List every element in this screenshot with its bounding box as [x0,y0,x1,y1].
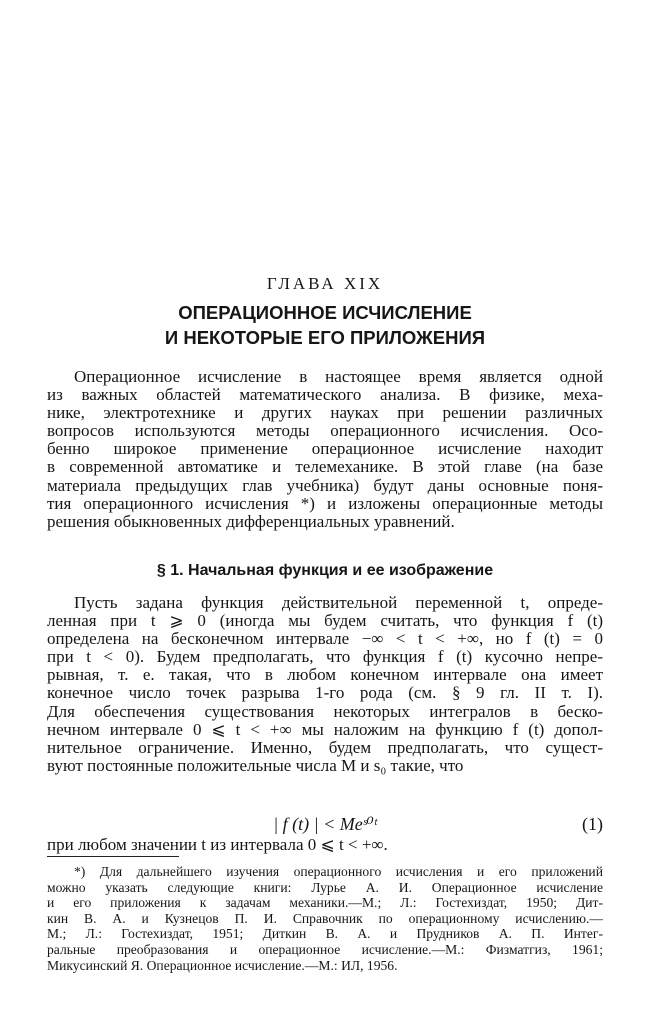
text-line: материала предыдущих глав учебника) будут даны основные поня- [47,476,603,495]
chapter-title-line: ОПЕРАЦИОННОЕ ИСЧИСЛЕНИЕ [178,302,472,323]
footnote-line: и его приложения к задачам механики.—М.; Л.: Гостехиздат, 1950; Дит- [47,895,603,911]
footnote-line: *) Для дальнейшего изучения операционного исчисления и его приложений [74,864,603,879]
text-line: Операционное исчисление в настоящее время является одной [74,368,603,386]
section-heading: § 1. Начальная функция и ее изображение [156,562,494,579]
text-line: рывная, т. е. такая, что в любом конечном интервале она имеет [47,666,603,685]
text-line: при любом значении t из интервала 0 ⩽ t < +∞. [47,836,388,854]
text-line: тия операционного исчисления *) и изложены операционные методы [47,494,603,513]
footnote-line: можно указать следующие книги: Лурье А. И. Операционное исчисление [47,879,603,895]
intro-paragraph [47,368,603,531]
text-line: вопросов используются методы операционного исчисления. Осо- [47,422,603,441]
chapter-title-line: И НЕКОТОРЫЕ ЕГО ПРИЛОЖЕНИЯ [164,327,486,348]
formula-row [47,814,603,836]
text-line: нечном интервале 0 ⩽ t < +∞ мы наложим на функцию f (t) допол- [47,720,603,739]
text-line: нике, электротехнике и других науках при решении различных [47,404,603,423]
text-line: бенно широкое применение операционное исчисление находит [47,440,603,459]
footnote-line: Микусинский Я. Операционное исчисление.—М.: ИЛ, 1956. [47,957,398,973]
body-paragraph [47,594,603,775]
text-line: Для обеспечения существования некоторых интегралов в беско- [47,702,603,721]
equation-number: (1) [582,814,603,834]
formula: | f (t) | < Meˢ⁰ᵗ [273,814,377,834]
text-line: вуют постоянные положительные числа M и s₀ такие, что [47,756,464,775]
text-line: Пусть задана функция действительной переменной t, опреде- [74,594,603,612]
text-line: определена на бесконечном интервале −∞ < t < +∞, но f (t) = 0 [47,630,603,649]
after-formula-paragraph [47,836,603,854]
text-line: нительное ограничение. Именно, будем предполагать, что сущест- [47,738,603,757]
text-line: ленная при t ⩾ 0 (иногда мы будем считать, что функция f (t) [47,612,603,631]
footnote [47,864,603,973]
footnote-line: М.; Л.: Гостехиздат, 1951; Диткин В. А. и Прудников А. П. Интег- [47,926,603,942]
footnote-line: кин В. А. и Кузнецов П. И. Справочник по операционному исчислению.— [47,910,603,926]
text-line: конечное число точек разрыва 1-го рода (см. § 9 гл. II т. I). [47,684,603,703]
text-line: при t < 0). Будем предполагать, что функция f (t) кусочно непре- [47,648,603,667]
text-line: из важных областей математического анализа. В физике, меха- [47,386,603,405]
text-line: решения обыкновенных дифференциальных уравнений. [47,512,455,531]
chapter-title [0,300,650,350]
footnote-divider [47,856,179,857]
text-line: в современной автоматике и телемеханике. В этой главе (на базе [47,458,603,477]
footnote-line: ральные преобразования и операционное исчисление.—М.: Физматгиз, 1961; [47,941,603,957]
chapter-label: ГЛАВА XIX [266,274,384,293]
